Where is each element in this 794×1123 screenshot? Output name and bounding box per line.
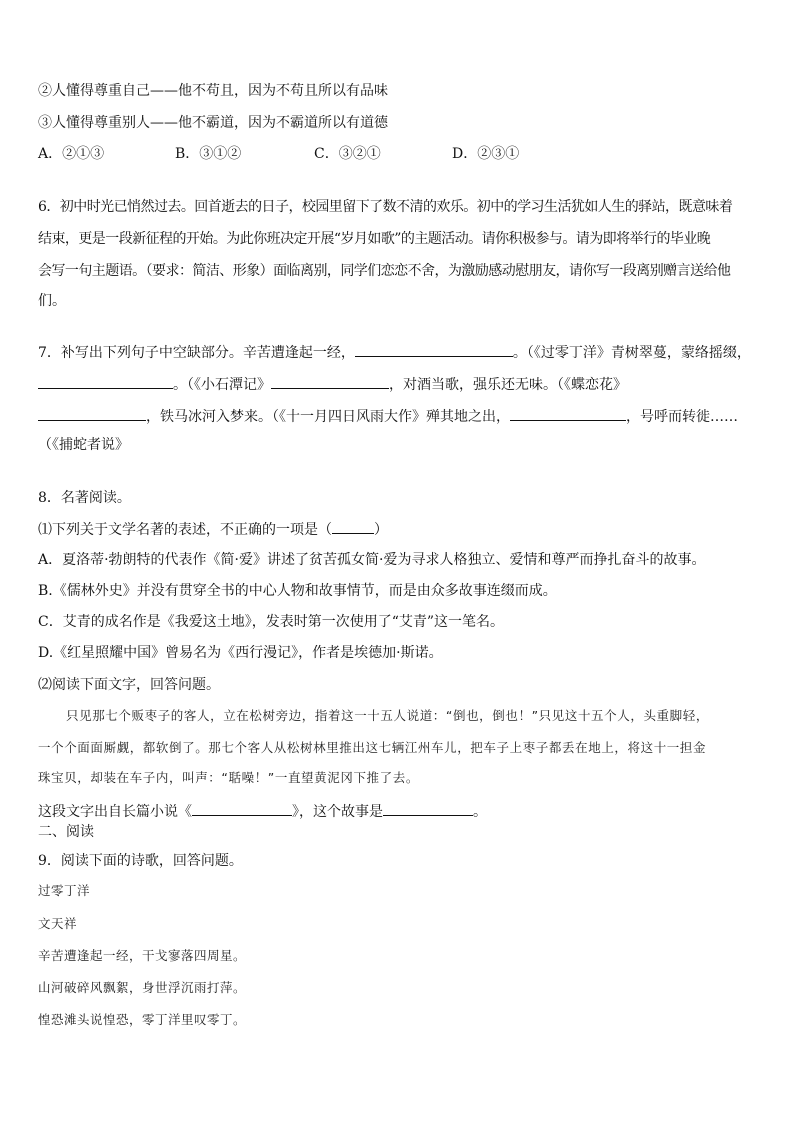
q5-item-3: ③人懂得尊重别人——他不霸道，因为不霸道所以有道德	[38, 115, 388, 131]
q8-story-blank[interactable]	[383, 800, 473, 816]
q8-answer-text-c: 。	[473, 804, 487, 820]
q8-answer-text-b: 》，这个故事是	[292, 804, 383, 820]
q8-option-a: A．夏洛蒂·勃朗特的代表作《简·爱》讲述了贫苦孤女简·爱为寻求人格独立、爱情和尊严而挣扎奋斗的故事。	[38, 552, 706, 568]
q8-option-b: B.《儒林外史》并没有贯穿全书的中心人物和故事情节，而是由众多故事连缀而成。	[38, 583, 557, 599]
q7-blank-1[interactable]	[355, 341, 513, 357]
q5-option-b: B．③①②	[175, 146, 242, 162]
q9-prompt: 9．阅读下面的诗歌，回答问题。	[38, 853, 243, 869]
poem-author: 文天祥	[38, 916, 78, 931]
poem-line-1: 辛苦遭逢起一经，干戈寥落四周星。	[38, 948, 247, 963]
section-heading: 二、阅读	[38, 824, 94, 840]
q8-sub1-close: ）	[374, 522, 388, 538]
poem-line-2: 山河破碎风飘絮，身世浮沉雨打萍。	[38, 980, 247, 995]
q8-book-blank[interactable]	[192, 800, 292, 816]
q7-blank-5[interactable]	[510, 405, 626, 421]
q6-line-3: 会写一句主题语。（要求：简洁、形象）面临离别，同学们恋恋不舍，为激励感动慰朋友，请你写一段离别赠言送给他	[38, 263, 731, 279]
q8-option-d: D.《红星照耀中国》曾易名为《西行漫记》，作者是埃德加·斯诺。	[38, 645, 443, 661]
q8-sub2: ⑵阅读下面文字，回答问题。	[38, 677, 220, 693]
q7-text-3a: ，铁马冰河入梦来。（《十一月四日风雨大作》殚其地之出，	[146, 409, 510, 425]
q8-passage-line-2: 一个个面面厮觑，都软倒了。那七个客人从松树林里推出这七辆江州车儿，把车子上枣子都丢在地上，将这十一担金	[38, 740, 707, 755]
q7-line-2	[38, 373, 627, 395]
q7-text-1a: 7．补写出下列句子中空缺部分。辛苦遭逢起一经，	[38, 345, 355, 361]
q7-text-2b: ，对酒当歌，强乐还无味。（《蝶恋花》	[389, 377, 627, 393]
q5-option-c: C．③②①	[314, 146, 381, 162]
q8-sub1-text: ⑴下列关于文学名著的表述，不正确的一项是（	[38, 522, 332, 538]
q5-option-a: A．②①③	[38, 146, 105, 162]
q7-blank-2[interactable]	[38, 373, 173, 389]
q7-line-1	[38, 341, 751, 363]
q8-passage-line-1: 只见那七个贩枣子的客人，立在松树旁边，指着这一十五人说道：“倒也，倒也！”只见这十五个人，头重脚轻，	[66, 708, 709, 723]
q8-passage-line-3: 珠宝贝，却装在车子内，叫声：“聒噪！”一直望黄泥冈下推了去。	[38, 770, 419, 785]
q7-text-2a: 。（《小石潭记》	[173, 377, 271, 393]
q7-text-1b: 。（《过零丁洋》青树翠蔓，蒙络摇缀，	[512, 345, 751, 361]
q8-title: 8．名著阅读。	[38, 490, 131, 506]
poem-title: 过零丁洋	[38, 883, 91, 898]
q5-options	[38, 144, 758, 164]
q5-option-d: D．②③①	[452, 146, 520, 162]
q6-line-2: 结束，更是一段新征程的开始。为此你班决定开展“岁月如歌”的主题活动。请你积极参与。请为即将举行的毕业晚	[38, 231, 711, 247]
q7-blank-3[interactable]	[271, 373, 389, 389]
q6-line-4: 们。	[38, 293, 66, 309]
q7-blank-4[interactable]	[38, 405, 146, 421]
q7-text-3b: ，号呼而转徙……	[626, 409, 738, 425]
q5-item-2: ②人懂得尊重自己——他不苟且，因为不苟且所以有品味	[38, 83, 388, 99]
q6-line-1: 6．初中时光已悄然过去。回首逝去的日子，校园里留下了数不清的欢乐。初中的学习生活犹如人生的驿站，既意味着	[38, 199, 733, 215]
q8-sub1-blank[interactable]	[332, 518, 374, 534]
q7-line-3	[38, 405, 738, 427]
poem-line-3: 惶恐滩头说惶恐，零丁洋里叹零丁。	[38, 1012, 247, 1027]
q8-sub1	[38, 518, 388, 540]
q8-answer-text-a: 这段文字出自长篇小说《	[38, 804, 192, 820]
q7-line-4: （《捕蛇者说》	[38, 437, 129, 453]
q8-answer-line	[38, 800, 487, 822]
q8-option-c: C．艾青的成名作是《我爱这土地》，发表时第一次使用了“艾青”这一笔名。	[38, 614, 505, 630]
